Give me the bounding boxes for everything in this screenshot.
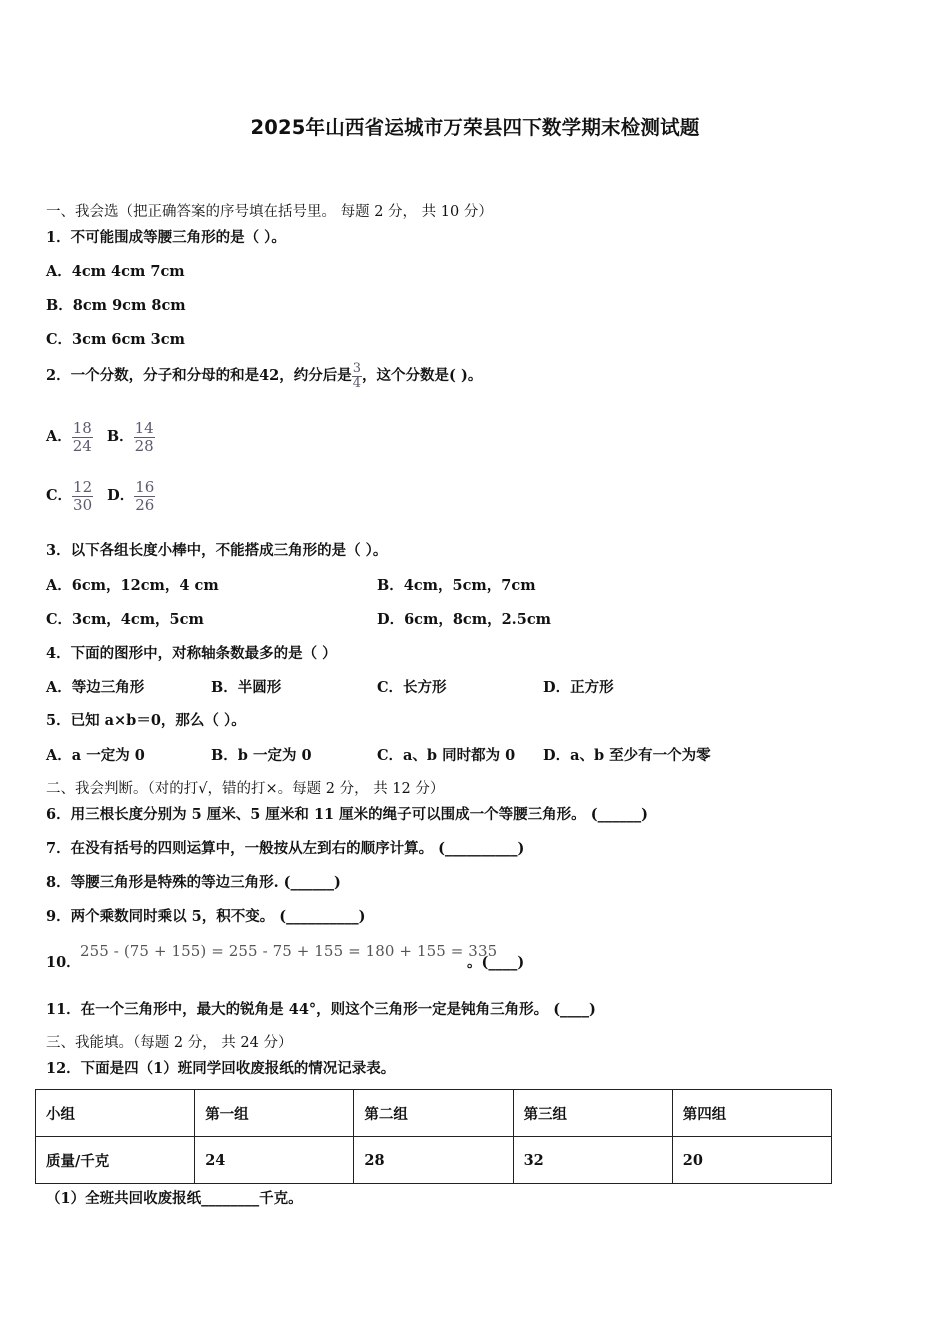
table-cell: 20 — [672, 1137, 831, 1184]
question-11: 11．在一个三角形中，最大的锐角是 44°，则这个三角形一定是钝角三角形。 (____) — [46, 1001, 596, 1018]
question-7: 7．在没有括号的四则运算中，一般按从左到右的顺序计算。 (__________) — [46, 840, 525, 857]
question-10-number: 10． — [46, 954, 81, 971]
question-4-option-a: A．等边三角形 — [46, 679, 145, 696]
recycling-record-table — [35, 1089, 832, 1184]
question-3-option-d: D．6cm，8cm，2.5cm — [377, 611, 551, 628]
question-3-option-b: B．4cm，5cm，7cm — [377, 577, 536, 594]
table-row — [36, 1137, 832, 1184]
section-2-header: 二、我会判断。（对的打√，错的打×。每题 2 分， 共 12 分） — [46, 781, 445, 797]
question-4-option-b: B．半圆形 — [211, 679, 282, 696]
page-title: 2025年山西省运城市万荣县四下数学期末检测试题 — [250, 116, 700, 139]
question-8: 8．等腰三角形是特殊的等边三角形. (______) — [46, 874, 341, 891]
section-1-header: 一、我会选（把正确答案的序号填在括号里。 每题 2 分， 共 10 分） — [46, 204, 493, 220]
table-cell: 32 — [513, 1137, 672, 1184]
question-2-option-d-fraction: $\frac{16}{26}$ — [135, 477, 155, 514]
question-5-option-c: C．a、b 同时都为 0 — [377, 747, 516, 764]
question-2-option-a-label: A． — [46, 428, 72, 445]
table-cell: 28 — [354, 1137, 513, 1184]
question-5-option-b: B．b 一定为 0 — [211, 747, 312, 764]
question-12-stem: 12．下面是四（1）班同学回收废报纸的情况记录表。 — [46, 1060, 396, 1077]
question-2-option-a-fraction: $\frac{18}{24}$ — [72, 418, 92, 455]
question-2-options-row-2 — [46, 477, 155, 515]
question-2-stem — [46, 358, 482, 394]
question-10-answer-blank: 。(____) — [467, 954, 525, 971]
question-10-expression: 255 - (75 + 155) = 255 - 75 + 155 = 180 + 155 = 335 — [80, 942, 498, 960]
question-1-option-b: B．8cm 9cm 8cm — [46, 297, 186, 314]
question-1-option-a: A．4cm 4cm 7cm — [46, 263, 185, 280]
question-3-option-c: C．3cm，4cm，5cm — [46, 611, 204, 628]
question-3-option-a: A．6cm，12cm，4 cm — [46, 577, 219, 594]
table-header-cell: 第一组 — [195, 1090, 354, 1137]
question-1-option-c: C．3cm 6cm 3cm — [46, 331, 185, 348]
table-header-cell: 第三组 — [513, 1090, 672, 1137]
section-3-header: 三、我能填。（每题 2 分， 共 24 分） — [46, 1035, 293, 1051]
question-4-option-d: D．正方形 — [543, 679, 614, 696]
question-2-option-c-fraction: $\frac{12}{30}$ — [73, 477, 93, 514]
question-2-option-b-label: B． — [106, 428, 134, 445]
question-2-option-b-fraction: $\frac{14}{28}$ — [134, 418, 154, 455]
question-6: 6．用三根长度分别为 5 厘米、5 厘米和 11 厘米的绳子可以围成一个等腰三角形。 (______) — [46, 806, 648, 823]
question-2-stem-after: ，这个分数是( )。 — [362, 367, 483, 384]
question-2-stem-before: 2．一个分数，分子和分母的和是42，约分后是 — [46, 367, 352, 384]
question-5-option-d: D．a、b 至少有一个为零 — [543, 747, 711, 764]
table-header-cell: 第四组 — [672, 1090, 831, 1137]
question-5-option-a: A．a 一定为 0 — [46, 747, 145, 764]
question-4-stem: 4．下面的图形中，对称轴条数最多的是（ ） — [46, 645, 337, 662]
question-2-option-d-label: D． — [107, 487, 135, 504]
question-2-options-row-1 — [46, 418, 155, 456]
table-header-cell: 小组 — [36, 1090, 195, 1137]
table-header-cell: 第二组 — [354, 1090, 513, 1137]
question-2-stem-fraction: $\frac{3}{4}$ — [352, 360, 362, 391]
question-9: 9．两个乘数同时乘以 5，积不变。 (__________) — [46, 908, 366, 925]
question-4-option-c: C．长方形 — [377, 679, 447, 696]
table-cell: 24 — [195, 1137, 354, 1184]
question-5-stem: 5．已知 a×b＝0，那么（ ）。 — [46, 712, 246, 729]
table-header-row — [36, 1090, 832, 1137]
table-cell: 质量/千克 — [36, 1137, 195, 1184]
question-2-option-c-label: C． — [46, 487, 73, 504]
question-1-stem: 1．不可能围成等腰三角形的是（ ）。 — [46, 229, 286, 246]
question-3-stem: 3．以下各组长度小棒中，不能搭成三角形的是（ ）。 — [46, 542, 388, 559]
question-12-sub-1: （1）全班共回收废报纸________千克。 — [46, 1190, 303, 1207]
